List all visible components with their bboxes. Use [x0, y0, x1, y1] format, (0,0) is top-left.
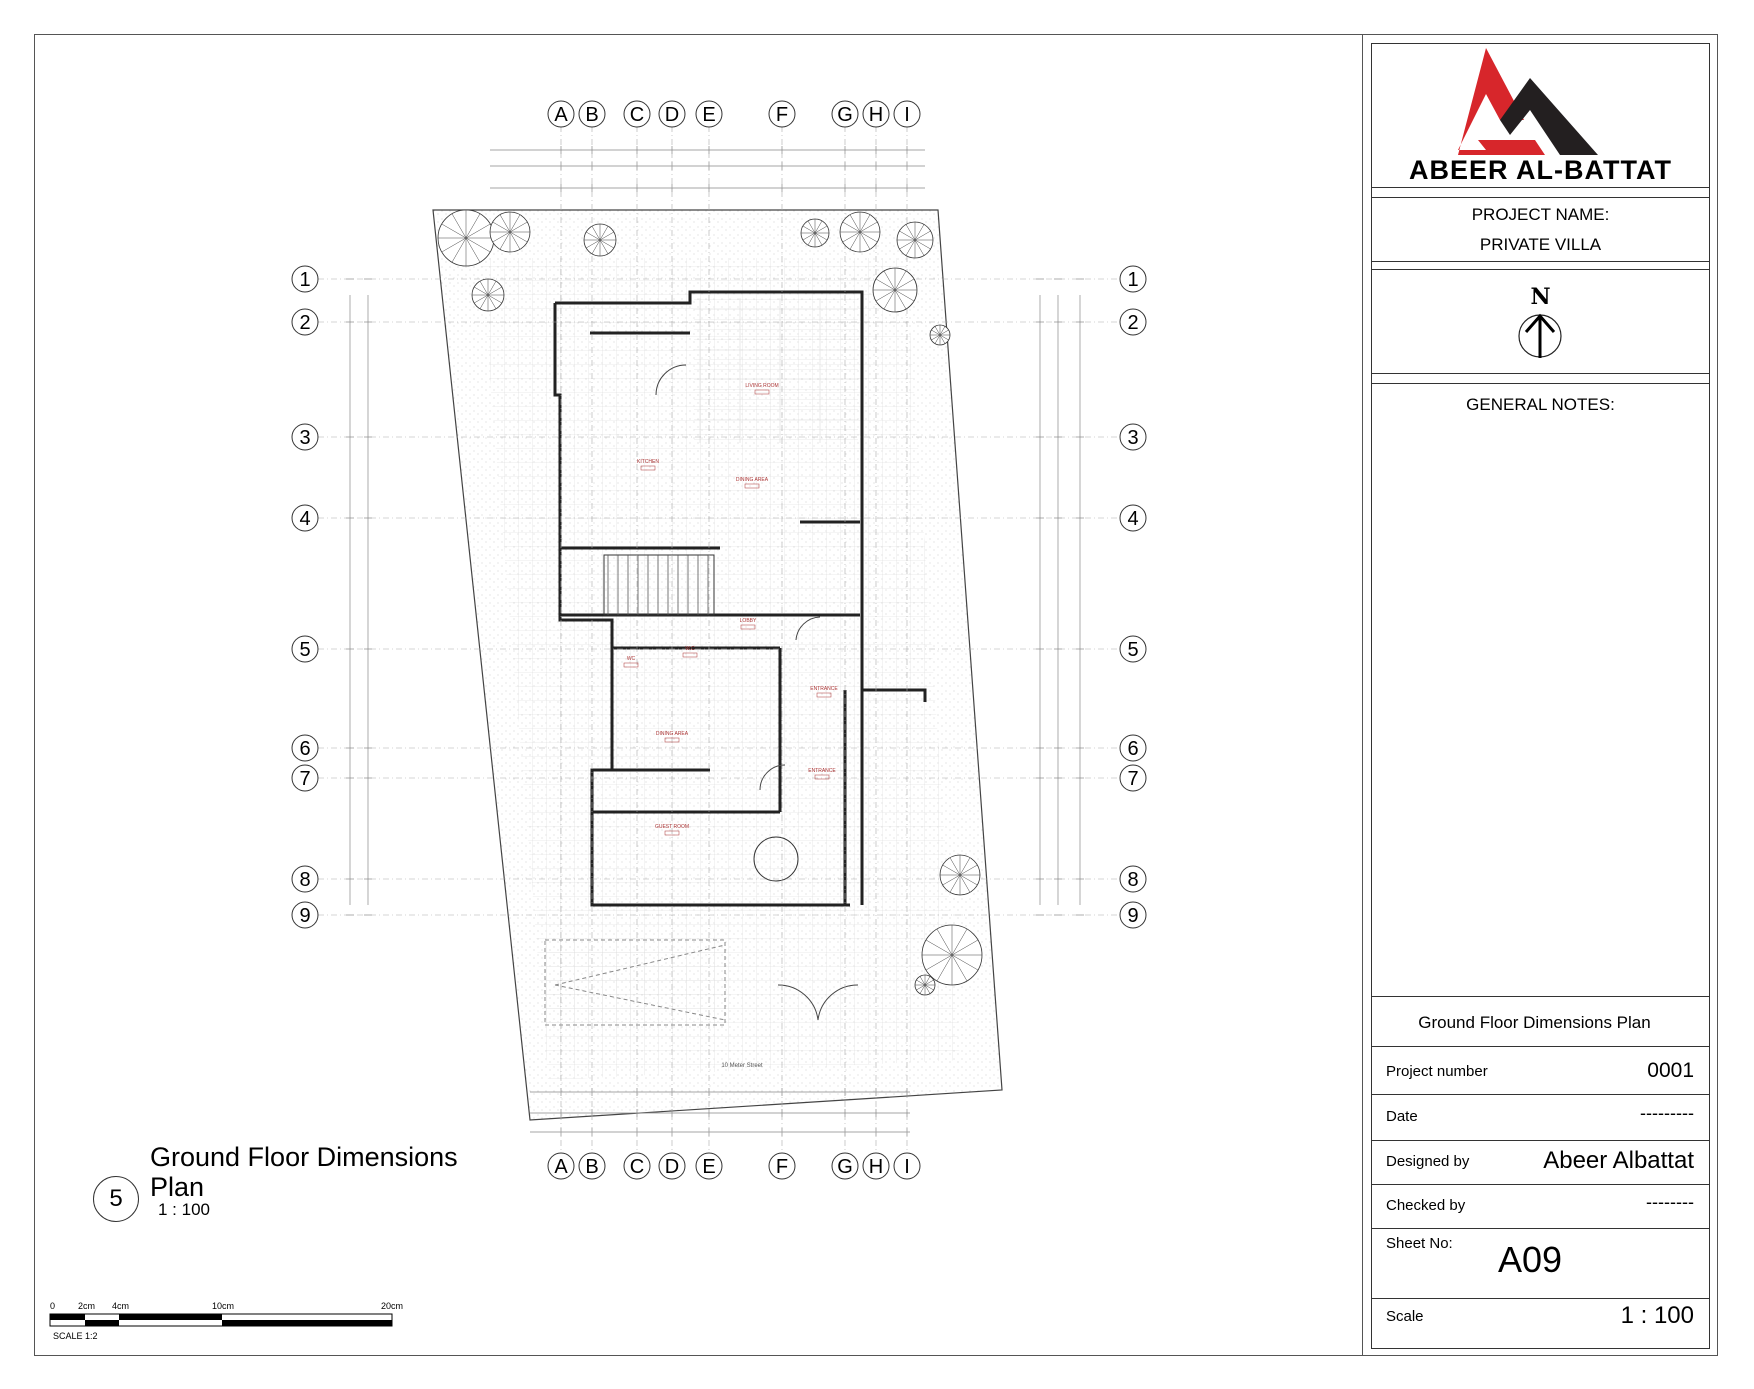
grid-bubble-col-a: [548, 101, 574, 127]
grid-label-row: 8: [1127, 869, 1139, 891]
checked-by-label: Checked by: [1386, 1197, 1466, 1214]
scale-value: 1 : 100: [1620, 1302, 1694, 1329]
grid-bubble-col-f: [769, 101, 795, 127]
grid-bubble-row-9: [1120, 902, 1146, 928]
grid-bubble-row-7: [1120, 765, 1146, 791]
tree-icon: [930, 325, 950, 345]
grid-bubble-col-e: [696, 101, 722, 127]
grid-bubble-row-6: [1120, 735, 1146, 761]
grid-label-row: 8: [299, 869, 311, 891]
grid-label-col: G: [837, 1156, 853, 1178]
grid-label-col: B: [585, 1156, 599, 1178]
grid-bubble-col-e: [696, 1153, 722, 1179]
scale-tick-0: 0: [50, 1301, 56, 1311]
grid-bubble-col-b: [579, 1153, 605, 1179]
scale-tick-10cm: 10cm: [212, 1301, 235, 1311]
scale-caption: SCALE 1:2: [53, 1331, 98, 1341]
grid-bubble-col-c: [624, 101, 650, 127]
tree-icon: [915, 975, 935, 995]
project-name-value: PRIVATE VILLA: [1479, 235, 1602, 254]
grid-bubble-col-b: [579, 101, 605, 127]
grid-bubble-col-a: [548, 1153, 574, 1179]
grid-label-row: 7: [1127, 768, 1139, 790]
grid-bubble-col-i: [894, 101, 920, 127]
checked-by-value: --------: [1646, 1192, 1694, 1212]
view-scale: 1 : 100: [158, 1200, 210, 1219]
grid-label-col: B: [585, 104, 599, 126]
grid-label-col: H: [868, 104, 884, 126]
grid-bubble-col-g: [832, 1153, 858, 1179]
grid-bubble-row-2: [292, 309, 318, 335]
tree-icon: [897, 222, 933, 258]
grid-bubble-row-2: [1120, 309, 1146, 335]
sheet-title: Ground Floor Dimensions Plan: [1418, 1013, 1651, 1032]
grid-bubble-row-7: [292, 765, 318, 791]
general-notes-label: GENERAL NOTES:: [1466, 395, 1615, 414]
room-name: GUEST ROOM: [654, 824, 690, 830]
room-name: W.C: [685, 646, 695, 652]
date-value: ---------: [1640, 1103, 1694, 1123]
grid-label-col: I: [904, 1156, 910, 1178]
grid-label-row: 7: [299, 768, 311, 790]
sheet-no-label: Sheet No:: [1386, 1235, 1453, 1252]
designed-by-value: Abeer Albattat: [1543, 1147, 1694, 1174]
grid-label-row: 1: [299, 269, 311, 291]
room-name: DINING AREA: [655, 731, 689, 737]
grid-bubble-col-d: [659, 101, 685, 127]
grid-label-col: A: [554, 104, 568, 126]
grid-label-col: E: [702, 104, 716, 126]
grid-bubble-row-1: [292, 266, 318, 292]
grid-bubble-col-i: [894, 1153, 920, 1179]
tree-icon: [840, 212, 880, 252]
room-name: ENTRANCE: [808, 768, 836, 774]
tree-icon: [584, 224, 616, 256]
grid-bubble-row-3: [292, 424, 318, 450]
tree-icon: [922, 925, 982, 985]
grid-label-col: D: [664, 1156, 680, 1178]
room-name: WC: [626, 656, 636, 662]
grid-label-col: A: [554, 1156, 568, 1178]
scale-label: Scale: [1386, 1308, 1424, 1325]
room-name: LOBBY: [739, 618, 757, 624]
grid-label-row: 9: [299, 905, 311, 927]
grid-bubble-row-5: [1120, 636, 1146, 662]
street-label: 10 Meter Street: [721, 1063, 763, 1069]
grid-label-row: 1: [1127, 269, 1139, 291]
tree-icon: [873, 268, 917, 312]
grid-label-col: G: [837, 104, 853, 126]
grid-label-col: F: [775, 104, 789, 126]
grid-bubble-row-3: [1120, 424, 1146, 450]
date-label: Date: [1386, 1108, 1418, 1125]
grid-label-col: C: [629, 1156, 645, 1178]
view-title: Ground Floor Dimensions Plan: [150, 1142, 458, 1202]
company-name: ABEER AL-BATTAT: [1409, 155, 1672, 185]
grid-label-col: F: [775, 1156, 789, 1178]
grid-label-row: 2: [299, 312, 311, 334]
grid-bubble-col-c: [624, 1153, 650, 1179]
project-number-label: Project number: [1386, 1063, 1488, 1080]
grid-label-col: E: [702, 1156, 716, 1178]
north-letter: N: [1530, 284, 1551, 310]
grid-label-row: 4: [1127, 508, 1139, 530]
project-number-value: 0001: [1647, 1059, 1694, 1082]
scale-tick-20cm: 20cm: [381, 1301, 404, 1311]
grid-bubble-row-8: [1120, 866, 1146, 892]
scale-tick-2cm: 2cm: [78, 1301, 96, 1311]
grid-label-row: 6: [299, 738, 311, 760]
tree-icon: [472, 279, 504, 311]
room-name: LIVING ROOM: [745, 383, 779, 389]
grid-label-row: 5: [299, 639, 311, 661]
grid-bubble-row-4: [1120, 505, 1146, 531]
grid-label-row: 2: [1127, 312, 1139, 334]
view-number: 5: [93, 1176, 139, 1222]
living-room-floor: [694, 298, 858, 443]
grid-label-col: H: [868, 1156, 884, 1178]
sheet-no-value: A09: [1498, 1239, 1563, 1280]
grid-label-col: I: [904, 104, 910, 126]
grid-bubble-col-f: [769, 1153, 795, 1179]
grid-bubble-row-4: [292, 505, 318, 531]
grid-bubble-row-5: [292, 636, 318, 662]
grid-bubble-col-h: [863, 1153, 889, 1179]
grid-label-col: D: [664, 104, 680, 126]
entrance-driveway: [545, 940, 725, 1025]
tree-icon: [801, 219, 829, 247]
grid-label-row: 3: [1127, 427, 1139, 449]
grid-label-row: 6: [1127, 738, 1139, 760]
grid-label-row: 5: [1127, 639, 1139, 661]
room-name: KITCHEN: [637, 459, 659, 465]
designed-by-label: Designed by: [1386, 1153, 1470, 1170]
grid-label-row: 3: [299, 427, 311, 449]
room-name: ENTRANCE: [810, 686, 838, 692]
project-name-label: PROJECT NAME:: [1471, 205, 1610, 224]
grid-bubble-col-d: [659, 1153, 685, 1179]
room-name: DINING AREA: [735, 477, 769, 483]
scale-tick-4cm: 4cm: [112, 1301, 130, 1311]
grid-bubble-row-6: [292, 735, 318, 761]
tree-icon: [490, 212, 530, 252]
grid-bubble-row-8: [292, 866, 318, 892]
tree-icon: [438, 210, 494, 266]
grid-label-row: 9: [1127, 905, 1139, 927]
grid-bubble-col-g: [832, 101, 858, 127]
grid-label-row: 4: [299, 508, 311, 530]
grid-label-col: C: [629, 104, 645, 126]
grid-bubble-row-1: [1120, 266, 1146, 292]
grid-bubble-col-h: [863, 101, 889, 127]
tree-icon: [940, 855, 980, 895]
grid-bubble-row-9: [292, 902, 318, 928]
